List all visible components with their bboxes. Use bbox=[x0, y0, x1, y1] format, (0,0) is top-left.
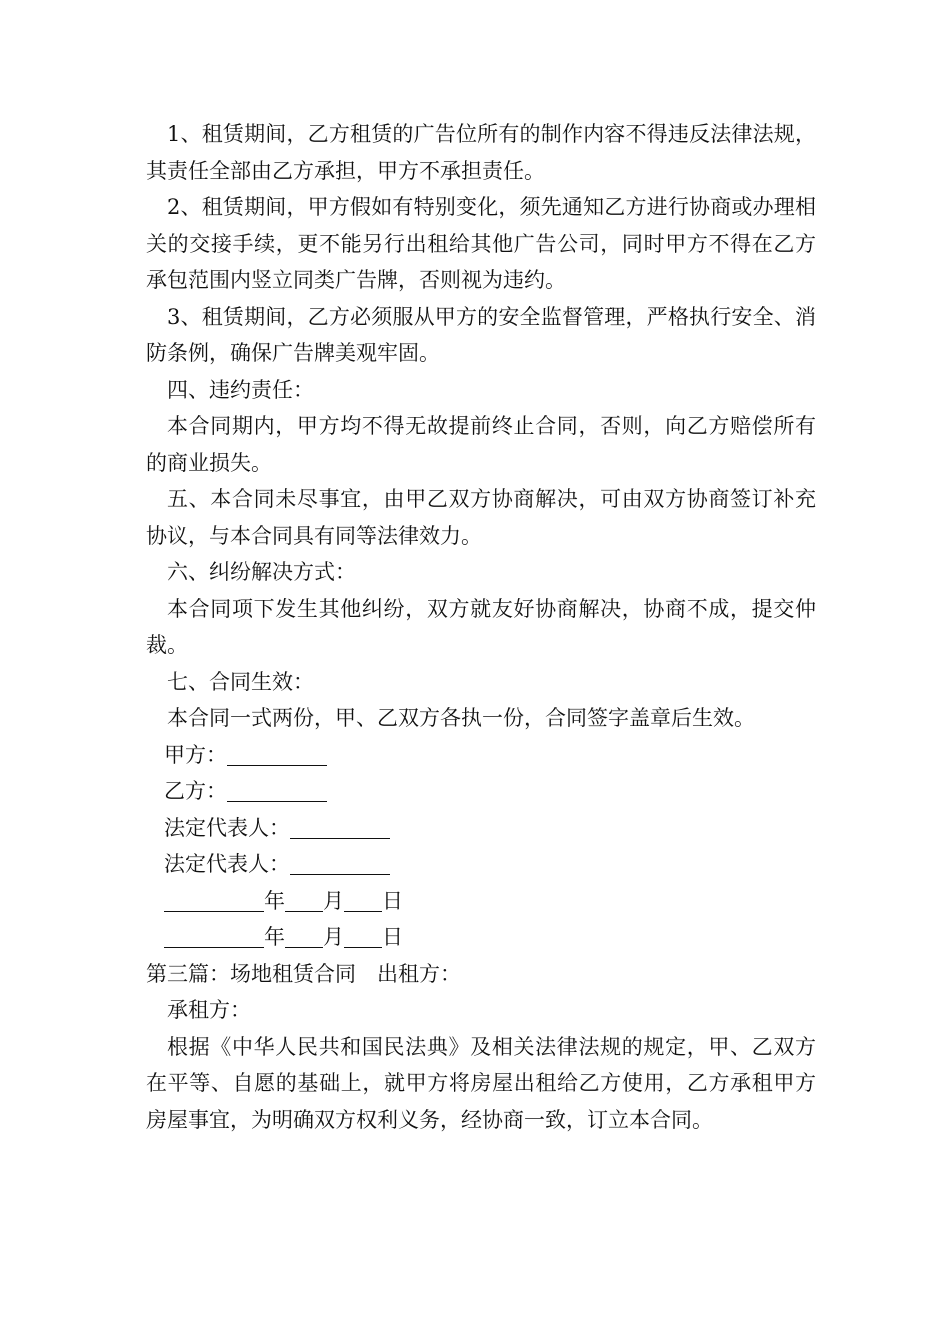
party-a-blank bbox=[227, 743, 327, 766]
clause-5: 五、本合同未尽事宜，由甲乙双方协商解决，可由双方协商签订补充协议，与本合同具有同等法律效力。 bbox=[146, 487, 816, 548]
lessee-label: 承租方： bbox=[167, 998, 251, 1022]
effectiveness-text: 本合同一式两份，甲、乙双方各执一份，合同签字盖章后生效。 bbox=[167, 706, 755, 730]
section-3-title: 第三篇：场地租赁合同 出租方： bbox=[146, 961, 461, 986]
party-b-label: 乙方： bbox=[164, 779, 227, 803]
intro-paragraph: 根据《中华人民共和国民法典》及相关法律法规的规定，甲、乙双方在平等、自愿的基础上，就甲方将房屋出租给乙方使用，乙方承租甲方房屋事宜，为明确双方权利义务，经协商一致，订立本合同。 bbox=[146, 1034, 816, 1132]
document-page bbox=[146, 116, 816, 1138]
party-b-blank bbox=[227, 779, 327, 802]
month-blank bbox=[285, 889, 323, 912]
heading-effectiveness: 七、合同生效： bbox=[167, 669, 314, 694]
rep-2-blank bbox=[290, 852, 390, 875]
rep-2-label: 法定代表人： bbox=[164, 852, 290, 876]
day-unit: 日 bbox=[382, 888, 403, 913]
year-unit: 年 bbox=[264, 888, 285, 913]
year-blank bbox=[164, 925, 264, 948]
party-b-signature-line bbox=[146, 773, 816, 810]
breach-liability-text: 本合同期内，甲方均不得无故提前终止合同，否则，向乙方赔偿所有的商业损失。 bbox=[146, 414, 816, 475]
heading-dispute-resolution: 六、纠纷解决方式： bbox=[167, 560, 356, 584]
month-unit: 月 bbox=[323, 925, 344, 949]
date-line-2 bbox=[146, 919, 816, 956]
month-unit: 月 bbox=[323, 888, 344, 913]
year-unit: 年 bbox=[264, 925, 285, 949]
day-blank bbox=[344, 925, 382, 948]
month-blank bbox=[285, 925, 323, 948]
dispute-resolution-text: 本合同项下发生其他纠纷，双方就友好协商解决，协商不成，提交仲裁。 bbox=[146, 596, 816, 657]
day-blank bbox=[344, 889, 382, 912]
clause-3: 3、租赁期间，乙方必须服从甲方的安全监督管理，严格执行安全、消防条例，确保广告牌美观牢固。 bbox=[146, 304, 816, 365]
day-unit: 日 bbox=[382, 925, 403, 949]
date-line-1 bbox=[146, 883, 816, 920]
rep-2-signature-line bbox=[146, 846, 816, 883]
rep-1-signature-line bbox=[146, 810, 816, 847]
party-a-label: 甲方： bbox=[164, 742, 227, 767]
rep-1-label: 法定代表人： bbox=[164, 815, 290, 840]
rep-1-blank bbox=[290, 816, 390, 839]
heading-breach-liability: 四、违约责任： bbox=[167, 377, 314, 402]
clause-2: 2、租赁期间，甲方假如有特别变化，须先通知乙方进行协商或办理相关的交接手续，更不能另行出租给其他广告公司，同时甲方不得在乙方承包范围内竖立同类广告牌，否则视为违约。 bbox=[146, 195, 816, 292]
clause-1: 1、租赁期间，乙方租赁的广告位所有的制作内容不得违反法律法规，其责任全部由乙方承担，甲方不承担责任。 bbox=[146, 122, 816, 183]
year-blank bbox=[164, 889, 264, 912]
party-a-signature-line bbox=[146, 737, 816, 774]
